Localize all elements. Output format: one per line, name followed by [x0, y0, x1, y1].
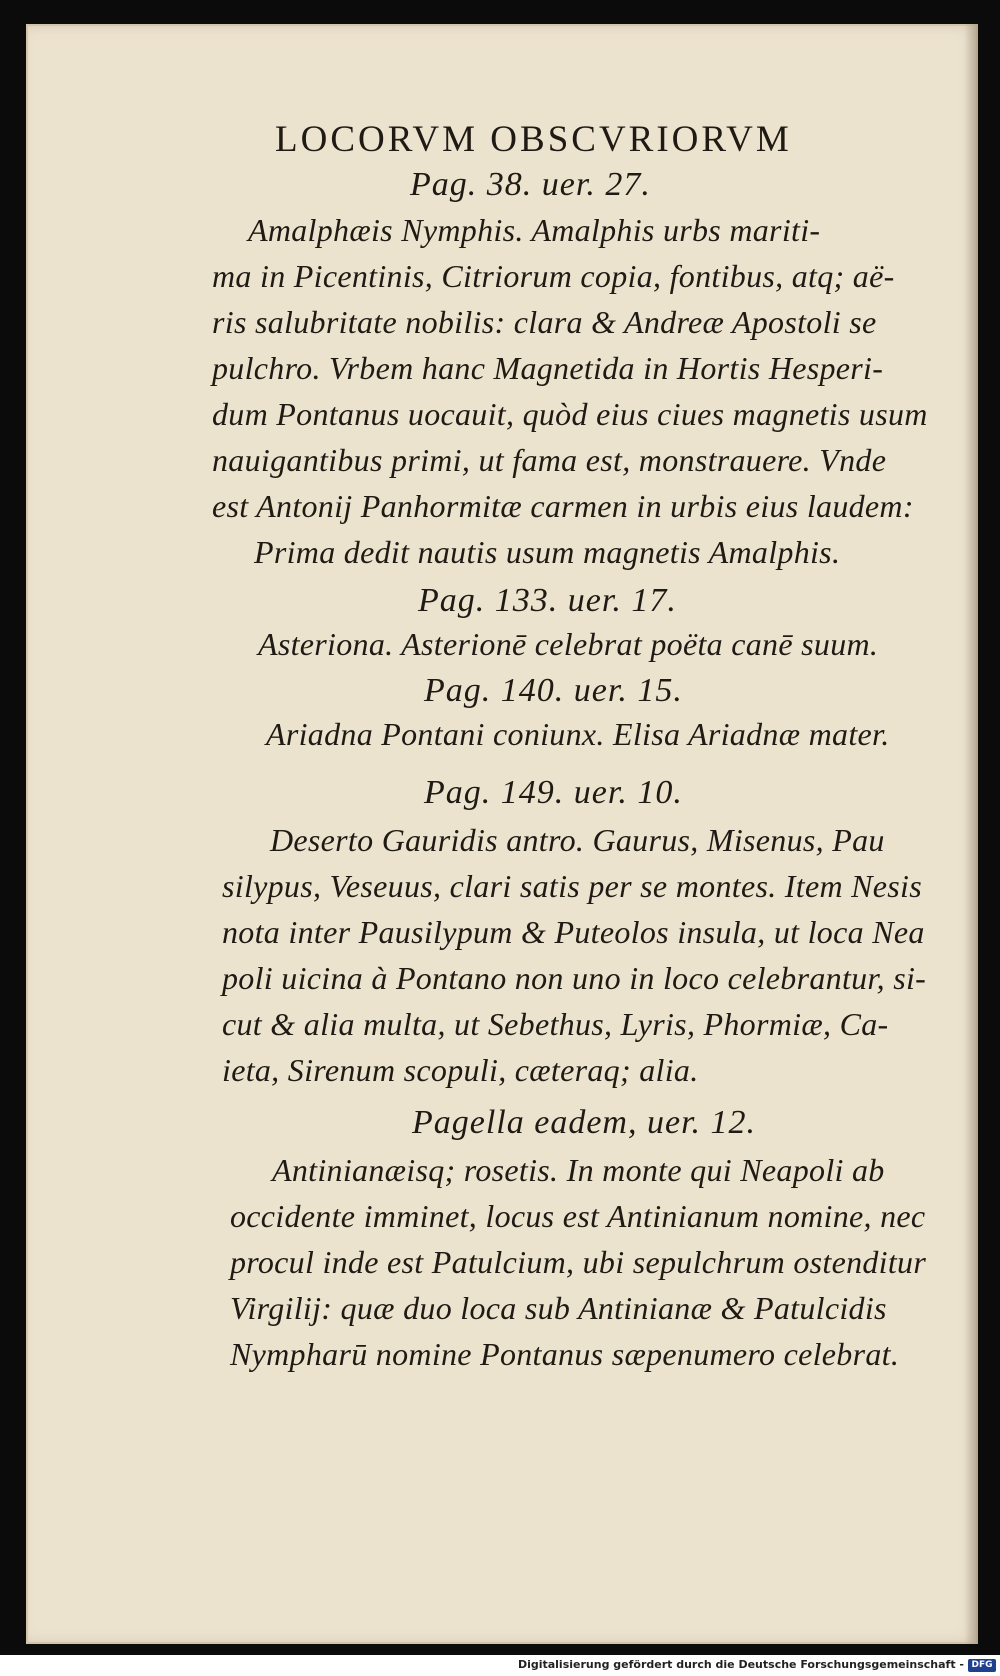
page-header: LOCORVM OBSCVRIORVM: [275, 119, 792, 160]
text-line: Deserto Gauridis antro. Gaurus, Misenus, Pau: [270, 822, 885, 858]
text-line: Nympharū nomine Pontanus sæpenumero celebrat.: [230, 1336, 900, 1372]
footer-credit: Digitalisierung gefördert durch die Deutsche Forschungsgemeinschaft -: [517, 1658, 964, 1671]
text-line: Virgilij: quæ duo loca sub Antinianæ & Patulcidis: [230, 1290, 887, 1326]
section-heading: Pag. 140. uer. 15.: [424, 672, 683, 709]
text-line: silypus, Veseuus, clari satis per se montes. Item Nesis: [222, 868, 922, 904]
text-line: cut & alia multa, ut Sebethus, Lyris, Phormiæ, Ca-: [222, 1006, 889, 1042]
text-line: occidente imminet, locus est Antinianum nomine, nec: [230, 1198, 926, 1234]
section-heading: Pag. 149. uer. 10.: [424, 774, 683, 811]
text-line: Prima dedit nautis usum magnetis Amalphis.: [254, 534, 841, 570]
page-edge-shadow: [964, 24, 978, 1644]
section-heading: Pagella eadem, uer. 12.: [412, 1104, 757, 1141]
text-line: dum Pontanus uocauit, quòd eius ciues magnetis usum: [212, 396, 928, 432]
text-line: Antinianæisq; rosetis. In monte qui Neapoli ab: [272, 1152, 885, 1188]
text-line: nauigantibus primi, ut fama est, monstrauere. Vnde: [212, 442, 887, 478]
text-line: ma in Picentinis, Citriorum copia, fontibus, atq; aë-: [212, 258, 895, 294]
section-heading: Pag. 38. uer. 27.: [410, 166, 651, 203]
text-line: Asteriona. Asterionē celebrat poëta canē suum.: [258, 626, 879, 662]
text-line: poli uicina à Pontano non uno in loco celebrantur, si-: [222, 960, 927, 996]
text-line: est Antonij Panhormitæ carmen in urbis eius laudem:: [212, 488, 914, 524]
text-line: ris salubritate nobilis: clara & Andreæ Apostoli se: [212, 304, 877, 340]
text-line: ieta, Sirenum scopuli, cæteraq; alia.: [222, 1052, 699, 1088]
footer-bar: [0, 1655, 1000, 1676]
text-line: procul inde est Patulcium, ubi sepulchrum ostenditur: [230, 1244, 927, 1280]
text-line: Amalphæis Nymphis. Amalphis urbs mariti-: [248, 212, 821, 248]
dfg-logo: DFG: [968, 1659, 996, 1672]
text-line: pulchro. Vrbem hanc Magnetida in Hortis Hesperi-: [212, 350, 884, 386]
text-line: Ariadna Pontani coniunx. Elisa Ariadnæ mater.: [266, 716, 890, 752]
section-heading: Pag. 133. uer. 17.: [418, 582, 677, 619]
text-line: nota inter Pausilypum & Puteolos insula, ut loca Nea: [222, 914, 925, 950]
